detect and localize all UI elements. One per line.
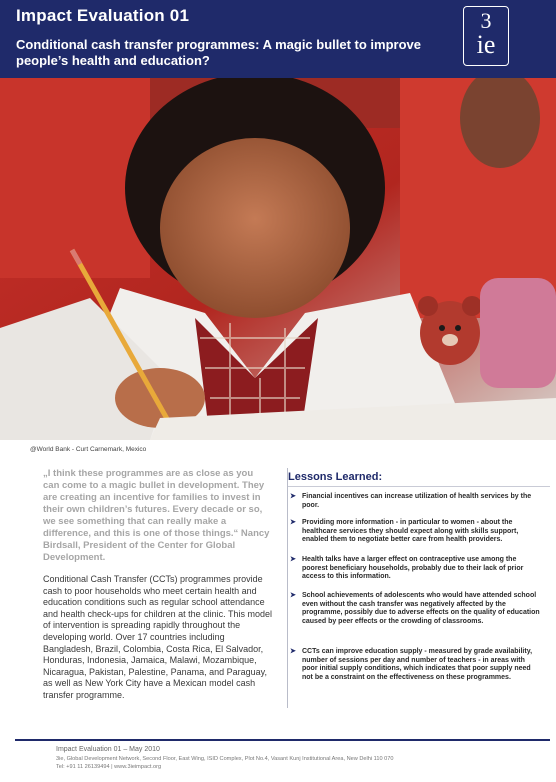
footer-divider: [15, 739, 550, 741]
logo-number: 3: [480, 8, 492, 33]
page-subtitle: Conditional cash transfer programmes: A magic bullet to improve people’s health and education?: [16, 37, 421, 68]
lesson-text: CCTs can improve education supply - measured by grade availability, number of sessions per day and number of teachers - in areas with poor initial supply conditions, which indicates that poor supply need not be a constraint on the effectiveness on these programmes.: [302, 648, 533, 681]
arrow-bullet-icon: ➤: [290, 592, 296, 599]
footer-contact: Tel: +91 11 26139494 | www.3ieimpact.org: [56, 764, 162, 770]
arrow-bullet-icon: ➤: [290, 493, 296, 500]
lesson-text: Health talks have a larger effect on contraceptive use among the poorest beneficiary households, probably due to their lack of prior access to this information.: [302, 556, 524, 581]
lesson-item: [290, 519, 542, 545]
lesson-text: School achievements of adolescents who would have attended school even without the cash transfer was negatively affected by the programme, possibly due to adverse effects on the quality of education caused by peer effects or the crowding of classrooms.: [302, 592, 540, 625]
lesson-text: Providing more information - in particular to women - about the healthcare services they should expect along with skills support, enabled them to negotiate better care from health providers.: [302, 519, 519, 544]
header-banner: [0, 0, 556, 78]
pull-quote: „I think these programmes are as close as you can come to a magic bullet in development. They are creating an incentive for families to invest in their own children’s futures. Every decade or so, we see something that can really make a difference, and this is one of those things.“ Nancy Birdsall, President of the Center for Global Development.: [43, 468, 270, 563]
arrow-bullet-icon: ➤: [290, 648, 296, 655]
arrow-bullet-icon: ➤: [290, 556, 296, 563]
hero-photo: [0, 78, 556, 440]
lessons-divider: [288, 486, 550, 487]
footer-address: 3ie, Global Development Network, Second Floor, East Wing, ISID Complex, Plot No.4, Vasant Kunj Institutional Area, New Delhi 110 070: [56, 756, 394, 762]
lessons-learned-box: [287, 468, 550, 708]
page-title: Impact Evaluation 01: [16, 6, 190, 25]
lesson-text: Financial incentives can increase utilization of health services by the poor.: [302, 493, 532, 509]
footer-issue: Impact Evaluation 01 – May 2010: [56, 746, 160, 753]
lesson-item: [290, 592, 542, 626]
logo-letters: ie: [476, 30, 496, 59]
lessons-title: Lessons Learned:: [288, 471, 383, 483]
arrow-bullet-icon: ➤: [290, 519, 296, 526]
photo-caption: @World Bank - Curt Carnemark, Mexico: [30, 446, 147, 453]
lesson-item: [290, 648, 542, 682]
girl-writing-photo: [0, 78, 556, 440]
3ie-logo: [463, 6, 509, 66]
lesson-item: [290, 556, 542, 582]
lesson-item: [290, 493, 542, 510]
intro-paragraph: Conditional Cash Transfer (CCTs) programmes provide cash to poor households who meet certain health and education conditions such as regular school attendance and health check-ups for children at the clinic. This model of intervention is spreading rapidly throughout the developing world. Over 17 countries including Bangladesh, Brazil, Colombia, Costa Rica, El Salvador, Honduras, Indonesia, Jamaica, Malawi, Mozambique, Nicaragua, Pakistan, Palestine, Panama, and Paraguay, as well as New York City have a Mexican model cash transfer programme.: [43, 574, 272, 700]
